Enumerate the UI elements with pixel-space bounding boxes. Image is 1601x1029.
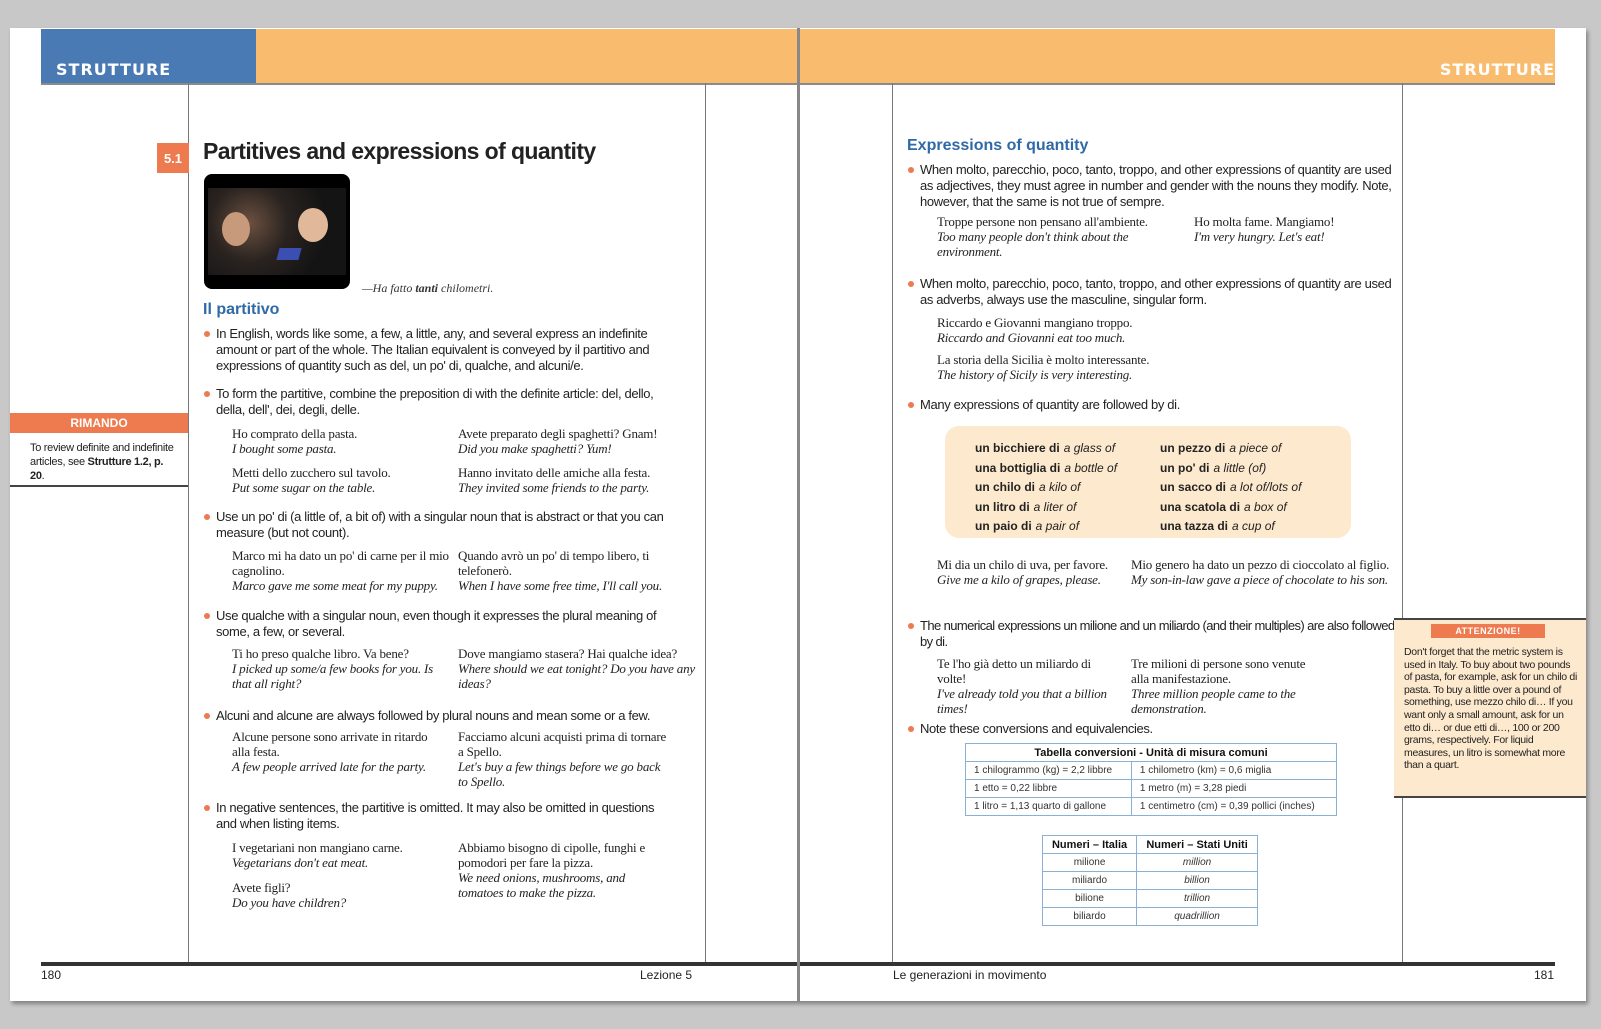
table-cell: quadrillion bbox=[1137, 908, 1258, 926]
example-english: Put some sugar on the table. bbox=[232, 480, 376, 495]
example-italian: Tre milioni di persone sono venute alla manifestazione. bbox=[1131, 656, 1306, 686]
bullet-dot-icon bbox=[908, 402, 914, 408]
rimando-text-part: . bbox=[41, 470, 45, 482]
example-english: Too many people don't think about the environment. bbox=[937, 229, 1129, 259]
example bbox=[458, 840, 668, 900]
quantity-english: a box of bbox=[1244, 499, 1287, 514]
example-italian: Metti dello zucchero sul tavolo. bbox=[232, 465, 391, 480]
bullet-text: The numerical expressions un milione and un miliardo (and their multiples) are also followed by di. bbox=[920, 618, 1395, 649]
table-row bbox=[1043, 908, 1258, 926]
quantity-english: a cup of bbox=[1232, 519, 1275, 533]
bullet-item bbox=[216, 708, 678, 724]
bullet-item bbox=[216, 509, 678, 541]
example-italian: Hanno invitato delle amiche alla festa. bbox=[458, 465, 651, 480]
quantity-english: a kilo of bbox=[1039, 480, 1081, 494]
table-cell: bilione bbox=[1043, 890, 1137, 908]
table-row bbox=[1043, 872, 1258, 890]
example-english: Vegetarians don't eat meat. bbox=[232, 855, 369, 870]
page-number: 180 bbox=[41, 968, 62, 982]
quantity-item bbox=[1160, 459, 1301, 479]
bullet-dot-icon bbox=[908, 167, 914, 173]
bullet-text: Note these conversions and equivalencies. bbox=[920, 721, 1153, 736]
example-italian: Avete preparato degli spaghetti? Gnam! bbox=[458, 426, 658, 441]
photo-boy bbox=[222, 212, 250, 246]
caption-text: chilometri. bbox=[438, 281, 494, 295]
section-label-left: STRUTTURE bbox=[56, 60, 172, 79]
bullet-item bbox=[920, 397, 1398, 413]
example bbox=[937, 352, 1237, 382]
page-title: Partitives and expressions of quantity bbox=[203, 138, 596, 164]
photo-object bbox=[276, 248, 301, 260]
table-cell: 1 metro (m) = 3,28 piedi bbox=[1131, 780, 1336, 798]
bullet-text: Alcuni and alcune are always followed by plural nouns and mean some or a few. bbox=[216, 708, 651, 723]
subheading-expressions: Expressions of quantity bbox=[907, 137, 1089, 154]
example-english: I picked up some/a few books for you. Is that all right? bbox=[232, 661, 434, 691]
rimando-text bbox=[10, 433, 188, 487]
example-italian: Quando avrò un po' di tempo libero, ti telefonerò. bbox=[458, 548, 650, 578]
quantity-english: a glass of bbox=[1063, 441, 1116, 455]
header-band-orange-left bbox=[256, 29, 797, 85]
example bbox=[232, 646, 450, 691]
example-english: They invited some friends to the party. bbox=[458, 480, 650, 495]
quantity-italian: una scatola di bbox=[1160, 499, 1241, 514]
bullet-item bbox=[216, 326, 678, 374]
example-italian: Dove mangiamo stasera? Hai qualche idea? bbox=[458, 646, 678, 661]
rimando-sidebar bbox=[10, 413, 188, 487]
conversion-table bbox=[965, 743, 1337, 816]
page-gutter bbox=[797, 28, 800, 1001]
book-spread bbox=[10, 28, 1586, 1001]
rimando-title: RIMANDO bbox=[10, 413, 188, 433]
quantity-english: a bottle of bbox=[1064, 460, 1118, 475]
example-italian: Avete figli? bbox=[232, 880, 291, 895]
example bbox=[458, 548, 696, 593]
attenzione-text: Don't forget that the metric system is used in Italy. To buy about two pounds of pasta, for example, ask for un chilo di pasta. To buy a little over a pound of something, use mezzo chilo di… If you want only a small amount, ask for un etto di… or due etti di…, 100 or 200 grams, respectively. For liquid measures, un litro is somewhat more than a quart. bbox=[1404, 646, 1577, 772]
page-number: 181 bbox=[1534, 968, 1555, 982]
example-italian: La storia della Sicilia è molto interessante. bbox=[937, 352, 1150, 367]
table-cell: 1 etto = 0,22 libbre bbox=[966, 780, 1132, 798]
bullet-item bbox=[920, 721, 1398, 737]
example-english: I'm very hungry. Let's eat! bbox=[1194, 229, 1325, 244]
bullet-dot-icon bbox=[204, 514, 210, 520]
example-english: Marco gave me some meat for my puppy. bbox=[232, 578, 438, 593]
quantity-item bbox=[975, 498, 1117, 518]
section-number-badge: 5.1 bbox=[157, 143, 189, 173]
example bbox=[232, 548, 450, 593]
subheading-partitivo: Il partitivo bbox=[203, 301, 280, 318]
bullet-text: Many expressions of quantity are followed by di. bbox=[920, 397, 1180, 412]
bullet-item bbox=[216, 386, 678, 418]
bullet-item bbox=[920, 618, 1400, 650]
quantity-italian: un pezzo di bbox=[1160, 441, 1226, 455]
example-italian: Abbiamo bisogno di cipolle, funghi e pomodori per fare la pizza. bbox=[458, 840, 646, 870]
example bbox=[458, 646, 696, 691]
header-band-left bbox=[41, 29, 256, 85]
example bbox=[232, 729, 447, 774]
table-row bbox=[966, 798, 1337, 816]
example bbox=[937, 557, 1125, 587]
quantity-item bbox=[1160, 498, 1301, 518]
column-rule bbox=[892, 83, 893, 963]
quantity-expressions-box bbox=[945, 426, 1351, 538]
bullet-item bbox=[920, 276, 1398, 308]
bullet-dot-icon bbox=[204, 331, 210, 337]
table-row bbox=[966, 762, 1337, 780]
example-italian: Troppe persone non pensano all'ambiente. bbox=[937, 214, 1148, 229]
table-cell: miliardo bbox=[1043, 872, 1137, 890]
example bbox=[232, 465, 450, 495]
quantity-italian: un paio di bbox=[975, 519, 1032, 533]
column-rule bbox=[188, 83, 189, 963]
quantity-item bbox=[975, 478, 1117, 498]
bullet-dot-icon bbox=[204, 391, 210, 397]
example-english: Where should we eat tonight? Do you have any ideas? bbox=[458, 661, 695, 691]
rimando-link[interactable]: Strutture 1.2, p. 20 bbox=[30, 456, 164, 482]
bullet-text: In English, words like some, a few, a little, any, and several express an indefinite amount or part of the whole. The Italian equivalent is conveyed by il partitivo and expressions of quantity such as del, un po' di, qualche, and alcuni/e. bbox=[216, 326, 650, 373]
quantity-column-right bbox=[1160, 439, 1301, 537]
bullet-text: When molto, parecchio, poco, tanto, troppo, and other expressions of quantity are used as adverbs, always use the masculine, singular form. bbox=[920, 276, 1392, 307]
quantity-english: a liter of bbox=[1033, 499, 1077, 514]
example-english: Three million people came to the demonstration. bbox=[1131, 686, 1296, 716]
quantity-item bbox=[975, 439, 1117, 459]
footer-rule bbox=[800, 962, 1555, 966]
header-band-right bbox=[800, 29, 1555, 85]
section-label-right: STRUTTURE bbox=[1439, 60, 1555, 79]
photo-caption bbox=[362, 281, 493, 296]
bullet-text: In negative sentences, the partitive is omitted. It may also be omitted in questions and when listing items. bbox=[216, 800, 655, 831]
column-rule bbox=[705, 83, 706, 963]
quantity-italian: un po' di bbox=[1160, 460, 1210, 475]
photo-scene bbox=[208, 188, 346, 275]
column-rule bbox=[1402, 83, 1403, 963]
quantity-italian: una tazza di bbox=[1160, 519, 1229, 533]
quantity-italian: un bicchiere di bbox=[975, 441, 1060, 455]
example-italian: I vegetariani non mangiano carne. bbox=[232, 840, 403, 855]
table-cell: million bbox=[1137, 854, 1258, 872]
example-italian: Ho molta fame. Mangiamo! bbox=[1194, 214, 1335, 229]
quantity-italian: un sacco di bbox=[1160, 480, 1227, 494]
example-english: My son-in-law gave a piece of chocolate to his son. bbox=[1131, 572, 1388, 587]
example-italian: Ti ho preso qualche libro. Va bene? bbox=[232, 646, 409, 661]
table-cell: biliardo bbox=[1043, 908, 1137, 926]
quantity-english: a pair of bbox=[1035, 519, 1080, 533]
table-title: Tabella conversioni - Unità di misura comuni bbox=[966, 744, 1337, 762]
footer-rule bbox=[41, 962, 797, 966]
caption-text: —Ha fatto bbox=[362, 281, 416, 295]
bullet-dot-icon bbox=[204, 805, 210, 811]
table-cell: milione bbox=[1043, 854, 1137, 872]
example-english: We need onions, mushrooms, and tomatoes to make the pizza. bbox=[458, 870, 626, 900]
example bbox=[1194, 214, 1394, 244]
footer-lesson: Lezione 5 bbox=[640, 968, 693, 982]
example bbox=[458, 426, 696, 456]
numbers-table bbox=[1042, 835, 1258, 926]
example bbox=[937, 656, 1107, 716]
footer-chapter: Le generazioni in movimento bbox=[893, 968, 1047, 982]
example bbox=[1131, 656, 1321, 716]
attenzione-title: ATTENZIONE! bbox=[1431, 624, 1545, 638]
table-header-row bbox=[1043, 836, 1258, 854]
example-italian: Riccardo e Giovanni mangiano troppo. bbox=[937, 315, 1133, 330]
bullet-text: Use un po' di (a little of, a bit of) with a singular noun that is abstract or that you can measure (but not count). bbox=[216, 509, 664, 540]
video-still-image bbox=[204, 174, 350, 289]
bullet-dot-icon bbox=[908, 623, 914, 629]
example bbox=[458, 729, 668, 789]
quantity-english: a little (of) bbox=[1213, 460, 1267, 475]
table-cell: 1 centimetro (cm) = 0,39 pollici (inches) bbox=[1131, 798, 1336, 816]
bullet-dot-icon bbox=[908, 281, 914, 287]
table-row bbox=[1043, 854, 1258, 872]
bullet-item bbox=[216, 800, 678, 832]
example-english: The history of Sicily is very interesting. bbox=[937, 367, 1133, 382]
bullet-dot-icon bbox=[204, 613, 210, 619]
table-row bbox=[1043, 890, 1258, 908]
table-header: Numeri – Italia bbox=[1043, 836, 1137, 854]
quantity-english: a piece of bbox=[1229, 441, 1282, 455]
example bbox=[232, 880, 450, 910]
bullet-item bbox=[216, 608, 678, 640]
table-cell: trillion bbox=[1137, 890, 1258, 908]
rimando-text-part: To review definite and indefinite articles, see bbox=[30, 442, 174, 468]
example-english: A few people arrived late for the party. bbox=[232, 759, 426, 774]
bullet-dot-icon bbox=[204, 713, 210, 719]
example-italian: Te l'ho già detto un miliardo di volte! bbox=[937, 656, 1091, 686]
example-italian: Alcune persone sono arrivate in ritardo alla festa. bbox=[232, 729, 428, 759]
quantity-english: a lot of/lots of bbox=[1230, 480, 1302, 494]
quantity-item bbox=[1160, 517, 1301, 537]
quantity-italian: un litro di bbox=[975, 499, 1030, 514]
example bbox=[1131, 557, 1399, 587]
example bbox=[937, 315, 1237, 345]
photo-girl bbox=[298, 208, 328, 242]
bullet-item bbox=[920, 162, 1398, 210]
table-cell: 1 litro = 1,13 quarto di gallone bbox=[966, 798, 1132, 816]
example-english: Did you make spaghetti? Yum! bbox=[458, 441, 612, 456]
table-cell: billion bbox=[1137, 872, 1258, 890]
example-english: Give me a kilo of grapes, please. bbox=[937, 572, 1101, 587]
bullet-text: Use qualche with a singular noun, even though it expresses the plural meaning of some, a few, or several. bbox=[216, 608, 657, 639]
quantity-italian: un chilo di bbox=[975, 480, 1035, 494]
example-italian: Marco mi ha dato un po' di carne per il mio cagnolino. bbox=[232, 548, 449, 578]
example-italian: Facciamo alcuni acquisti prima di tornare a Spello. bbox=[458, 729, 667, 759]
example-english: I've already told you that a billion times! bbox=[937, 686, 1107, 716]
example bbox=[458, 465, 696, 495]
example-english: When I have some free time, I'll call you. bbox=[458, 578, 662, 593]
quantity-item bbox=[1160, 439, 1301, 459]
quantity-column-left bbox=[975, 439, 1117, 537]
quantity-item bbox=[975, 517, 1117, 537]
example-english: I bought some pasta. bbox=[232, 441, 337, 456]
example-italian: Ho comprato della pasta. bbox=[232, 426, 358, 441]
quantity-item bbox=[1160, 478, 1301, 498]
example bbox=[937, 214, 1175, 259]
table-header-row bbox=[966, 744, 1337, 762]
example bbox=[232, 426, 450, 456]
table-cell: 1 chilometro (km) = 0,6 miglia bbox=[1131, 762, 1336, 780]
caption-bold: tanti bbox=[415, 281, 439, 295]
example-english: Riccardo and Giovanni eat too much. bbox=[937, 330, 1126, 345]
example-italian: Mi dia un chilo di uva, per favore. bbox=[937, 557, 1108, 572]
example-english: Do you have children? bbox=[232, 895, 347, 910]
quantity-item bbox=[975, 459, 1117, 479]
bullet-text: When molto, parecchio, poco, tanto, troppo, and other expressions of quantity are used as adjectives, they must agree in number and gender with the nouns they modify. Note, however, that the same is not true of sempre. bbox=[920, 162, 1392, 209]
example-english: Let's buy a few things before we go back to Spello. bbox=[458, 759, 661, 789]
bullet-text: To form the partitive, combine the preposition di with the definite article: del, dello, della, dell', dei, degli, delle. bbox=[216, 386, 654, 417]
table-cell: 1 chilogrammo (kg) = 2,2 libbre bbox=[966, 762, 1132, 780]
bullet-dot-icon bbox=[908, 726, 914, 732]
example-italian: Mio genero ha dato un pezzo di cioccolato al figlio. bbox=[1131, 557, 1390, 572]
example bbox=[232, 840, 450, 870]
table-header: Numeri – Stati Uniti bbox=[1137, 836, 1258, 854]
table-row bbox=[966, 780, 1337, 798]
attenzione-sidebar bbox=[1394, 618, 1586, 798]
quantity-italian: una bottiglia di bbox=[975, 460, 1061, 475]
